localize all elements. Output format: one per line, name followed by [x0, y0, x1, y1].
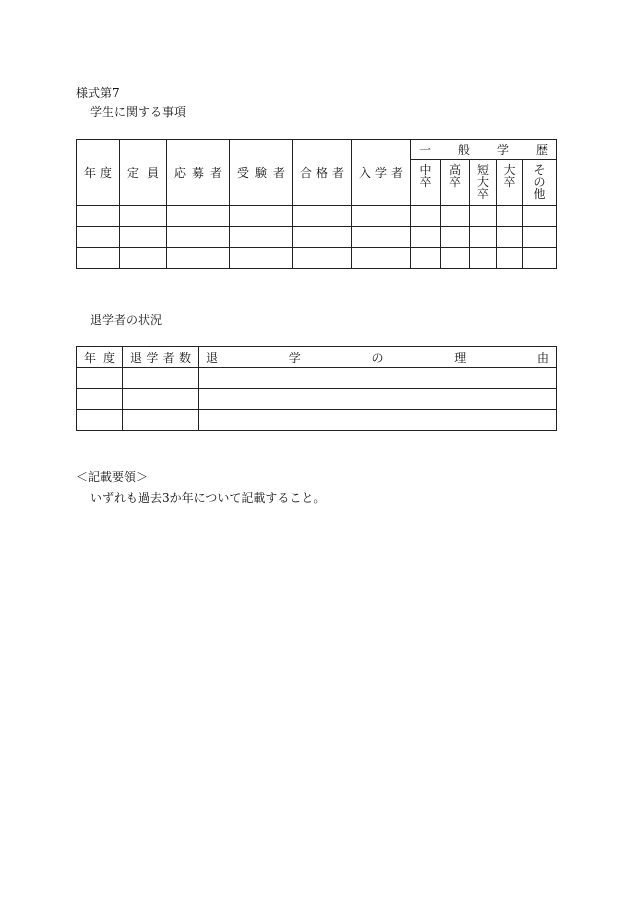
header-examinees: 受 験 者 — [230, 140, 293, 206]
header-withdrawal-reason: 退 学 の 理 由 — [199, 347, 557, 368]
cell[interactable] — [167, 206, 230, 227]
cell[interactable] — [230, 248, 293, 269]
header-junior-high: 中 卒 — [411, 160, 441, 206]
cell[interactable] — [167, 248, 230, 269]
cell[interactable] — [470, 248, 497, 269]
table-row — [77, 206, 557, 227]
cell[interactable] — [77, 248, 120, 269]
cell[interactable] — [352, 227, 411, 248]
cell[interactable] — [123, 410, 199, 431]
header-applicants: 応 募 者 — [167, 140, 230, 206]
cell[interactable] — [293, 206, 352, 227]
header-year: 年 度 — [77, 347, 123, 368]
cell[interactable] — [497, 227, 523, 248]
cell[interactable] — [352, 206, 411, 227]
notes-text: いずれも過去3か年について記載すること。 — [90, 491, 326, 505]
header-withdrawal-count: 退 学 者 数 — [123, 347, 199, 368]
table-row — [77, 389, 557, 410]
cell[interactable] — [411, 227, 441, 248]
cell[interactable] — [441, 206, 470, 227]
table-row — [77, 368, 557, 389]
cell[interactable] — [230, 227, 293, 248]
cell[interactable] — [230, 206, 293, 227]
cell[interactable] — [123, 389, 199, 410]
cell[interactable] — [199, 410, 557, 431]
header-passed: 合 格 者 — [293, 140, 352, 206]
withdrawal-table — [76, 346, 557, 431]
cell[interactable] — [411, 206, 441, 227]
table-row — [77, 248, 557, 269]
cell[interactable] — [441, 248, 470, 269]
cell[interactable] — [167, 227, 230, 248]
header-junior-college: 短 大 卒 — [470, 160, 497, 206]
header-capacity: 定 員 — [120, 140, 167, 206]
cell[interactable] — [293, 227, 352, 248]
cell[interactable] — [123, 368, 199, 389]
header-other: そ の 他 — [523, 160, 557, 206]
header-enrolled: 入 学 者 — [352, 140, 411, 206]
cell[interactable] — [77, 389, 123, 410]
cell[interactable] — [199, 389, 557, 410]
header-university: 大 卒 — [497, 160, 523, 206]
table-row — [77, 410, 557, 431]
cell[interactable] — [77, 227, 120, 248]
cell[interactable] — [352, 248, 411, 269]
cell[interactable] — [523, 248, 557, 269]
header-year: 年 度 — [77, 140, 120, 206]
cell[interactable] — [120, 227, 167, 248]
notes-heading: ＜記載要領＞ — [76, 470, 149, 484]
cell[interactable] — [470, 206, 497, 227]
student-table — [76, 139, 557, 269]
cell[interactable] — [77, 206, 120, 227]
cell[interactable] — [497, 206, 523, 227]
header-education: 一 般 学 歴 — [411, 140, 557, 160]
cell[interactable] — [77, 410, 123, 431]
cell[interactable] — [497, 248, 523, 269]
cell[interactable] — [523, 227, 557, 248]
cell[interactable] — [199, 368, 557, 389]
table-row — [77, 227, 557, 248]
section-title-students: 学生に関する事項 — [90, 105, 187, 119]
cell[interactable] — [120, 206, 167, 227]
cell[interactable] — [523, 206, 557, 227]
form-number: 様式第7 — [76, 86, 120, 100]
section-title-withdrawals: 退学者の状況 — [90, 313, 163, 327]
cell[interactable] — [470, 227, 497, 248]
cell[interactable] — [441, 227, 470, 248]
cell[interactable] — [77, 368, 123, 389]
cell[interactable] — [411, 248, 441, 269]
header-high-school: 高 卒 — [441, 160, 470, 206]
cell[interactable] — [293, 248, 352, 269]
cell[interactable] — [120, 248, 167, 269]
